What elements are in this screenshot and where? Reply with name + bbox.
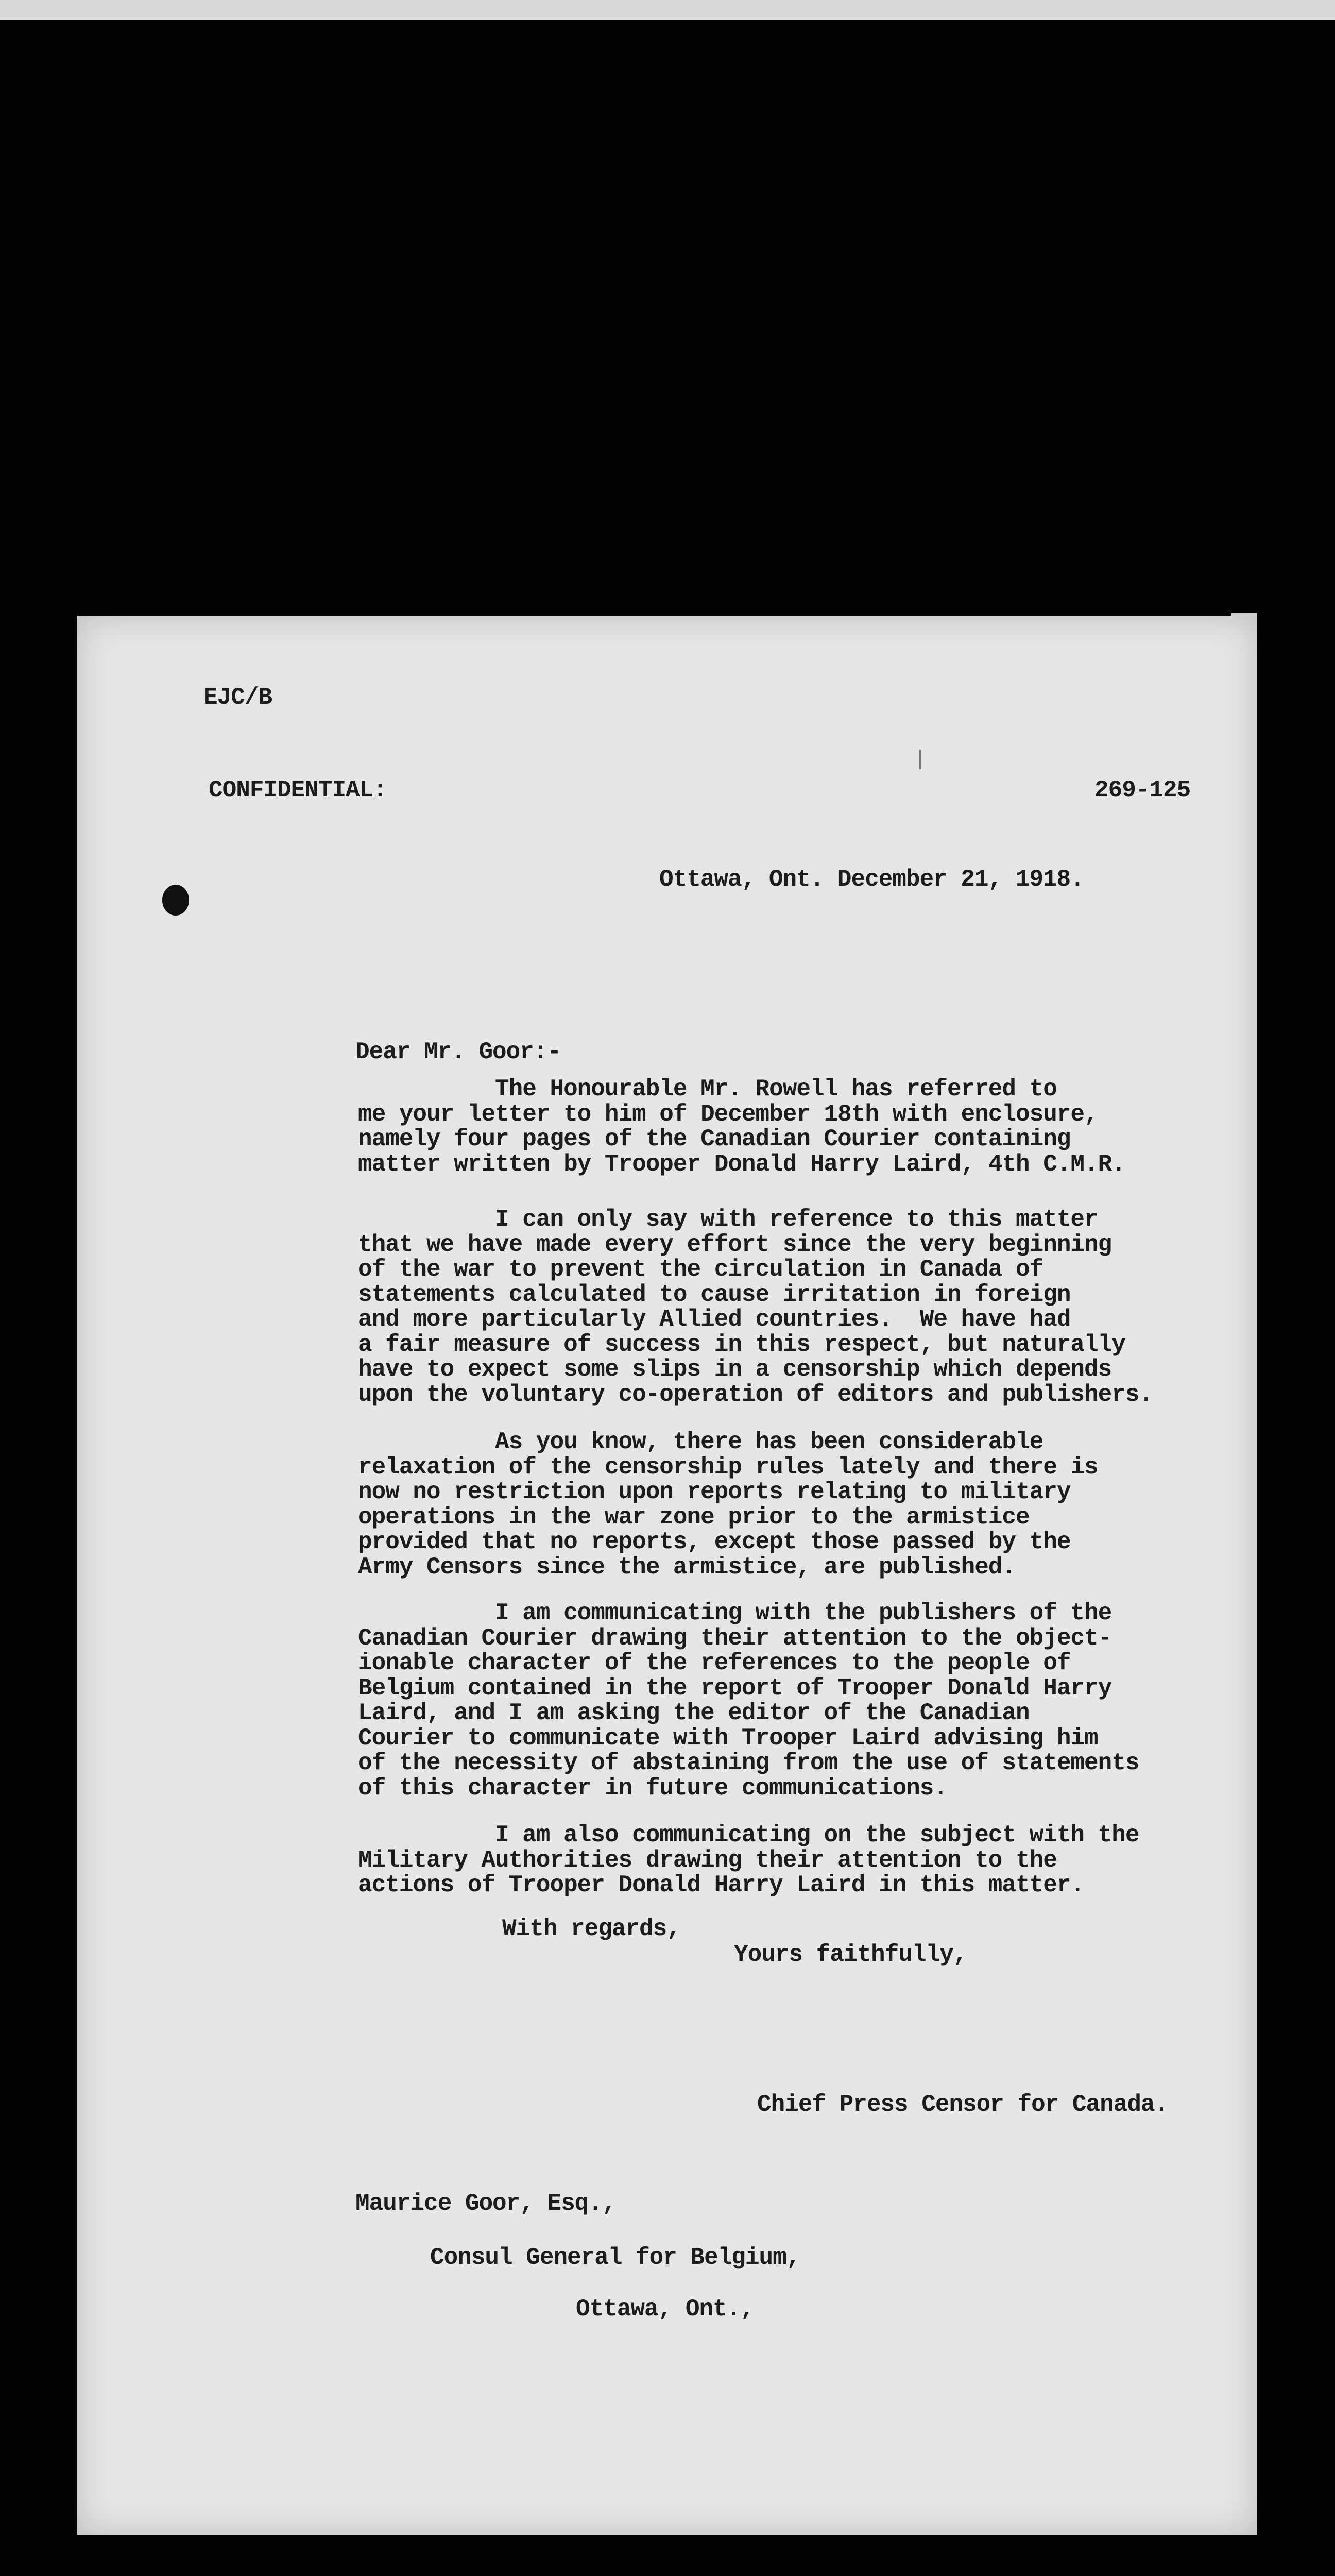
paragraph-2 <box>358 1207 1203 1407</box>
text-line: of the necessity of abstaining from the use of statements <box>358 1750 1139 1776</box>
text-line: upon the voluntary co-operation of editors and publishers. <box>358 1381 1153 1408</box>
film-edge-strip <box>0 0 1335 20</box>
text-line: The Honourable Mr. Rowell has referred to <box>358 1076 1057 1103</box>
text-line: now no restriction upon reports relating to military <box>358 1479 1071 1505</box>
punch-hole <box>162 885 189 916</box>
paragraph-4 <box>358 1601 1203 1801</box>
text-line: Canadian Courier drawing their attention to the object- <box>358 1624 1112 1652</box>
regards: With regards, <box>502 1916 680 1942</box>
text-line: Laird, and I am asking the editor of the Canadian <box>358 1700 1030 1726</box>
text-line: me your letter to him of December 18th with enclosure, <box>358 1100 1098 1128</box>
dateline: Ottawa, Ont. December 21, 1918. <box>659 866 1084 893</box>
addressee-title: Consul General for Belgium, <box>430 2244 800 2271</box>
text-line: operations in the war zone prior to the armistice <box>358 1503 1030 1531</box>
text-line: matter written by Trooper Donald Harry Laird, 4th C.M.R. <box>358 1150 1125 1178</box>
text-line: Belgium contained in the report of Trooper Donald Harry <box>358 1674 1112 1702</box>
classification: CONFIDENTIAL: <box>209 777 387 804</box>
addressee-city: Ottawa, Ont., <box>576 2296 754 2323</box>
text-line: ionable character of the references to the people of <box>358 1650 1071 1676</box>
text-line: I can only say with reference to this matter <box>358 1206 1098 1233</box>
addressee-name: Maurice Goor, Esq., <box>355 2190 616 2217</box>
text-line: and more particularly Allied countries. We have had <box>358 1306 1071 1333</box>
text-line: a fair measure of success in this respect, but naturally <box>358 1331 1125 1358</box>
paragraph-5 <box>358 1823 1203 1898</box>
text-line: of the war to prevent the circulation in Canada of <box>358 1256 1043 1283</box>
paragraph-3 <box>358 1430 1203 1580</box>
typist-initials: EJC/B <box>203 684 272 711</box>
text-line: namely four pages of the Canadian Courier containing <box>358 1126 1071 1153</box>
complimentary-close: Yours faithfully, <box>734 1941 967 1968</box>
text-line: I am communicating with the publishers of the <box>358 1600 1112 1626</box>
text-line: Military Authorities drawing their attention to the <box>358 1846 1057 1874</box>
text-line: actions of Trooper Donald Harry Laird in this matter. <box>358 1872 1085 1899</box>
text-line: statements calculated to cause irritation in foreign <box>358 1281 1071 1308</box>
salutation: Dear Mr. Goor:- <box>355 1039 561 1065</box>
signature-title: Chief Press Censor for Canada. <box>757 2091 1169 2118</box>
text-line: of this character in future communications. <box>358 1774 947 1802</box>
text-line: Courier to communicate with Trooper Laird advising him <box>358 1724 1098 1752</box>
file-number: 269-125 <box>1094 777 1191 804</box>
text-line: have to expect some slips in a censorship which depends <box>358 1356 1112 1383</box>
text-line: provided that no reports, except those passed by the <box>358 1529 1071 1555</box>
text-line: I am also communicating on the subject with the <box>358 1822 1139 1849</box>
text-line: Army Censors since the armistice, are published. <box>358 1553 1016 1581</box>
pencil-mark <box>919 750 921 769</box>
text-line: that we have made every effort since the very beginning <box>358 1231 1112 1258</box>
text-line: relaxation of the censorship rules lately and there is <box>358 1453 1098 1481</box>
paragraph-1 <box>358 1077 1203 1177</box>
text-line: As you know, there has been considerable <box>358 1429 1043 1455</box>
